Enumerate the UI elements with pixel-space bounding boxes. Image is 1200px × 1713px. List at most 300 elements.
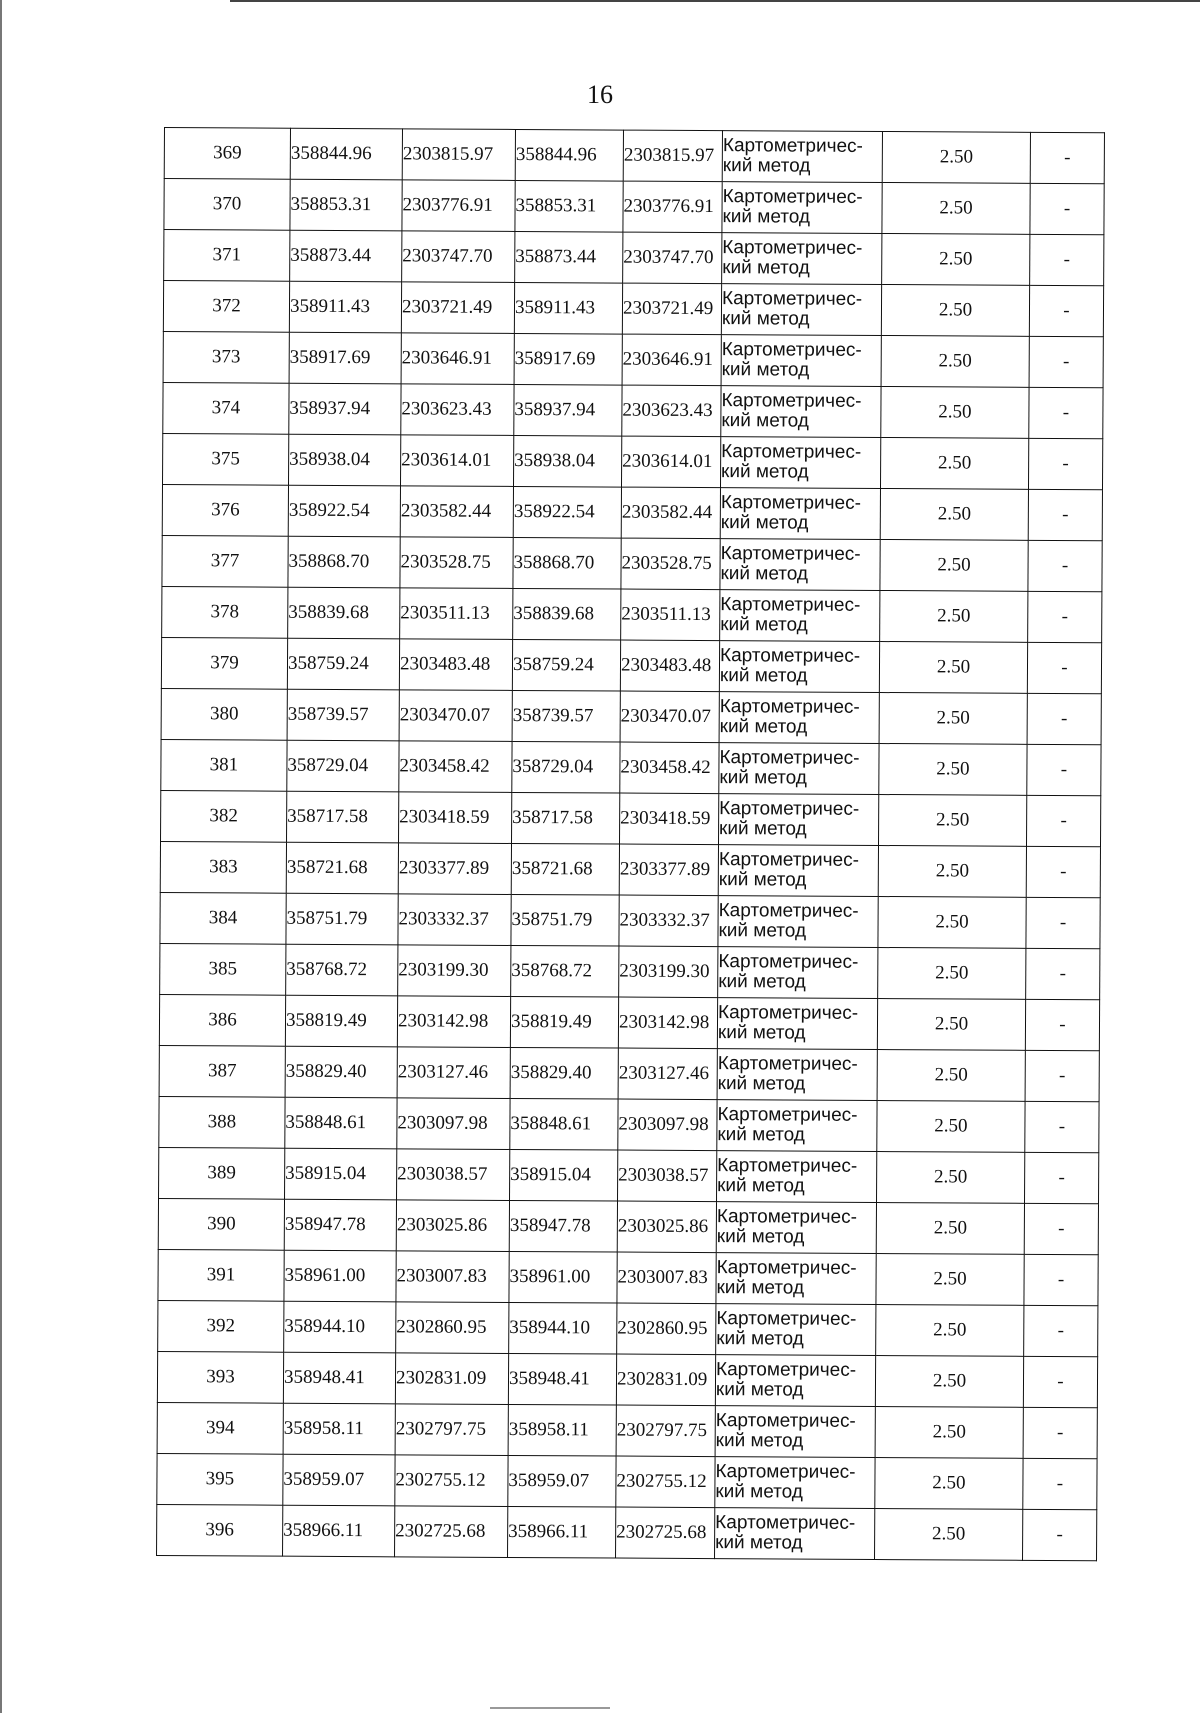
x-new-cell: 358729.04 (512, 741, 620, 793)
x-new-cell: 358938.04 (513, 435, 621, 487)
table-row (161, 688, 1101, 744)
method-cell (719, 794, 879, 846)
x-new-cell: 358958.11 (508, 1404, 616, 1456)
y-new-cell: 2303614.01 (621, 436, 720, 488)
note-cell: - (1024, 1254, 1098, 1305)
accuracy-cell: 2.50 (875, 1406, 1023, 1458)
y-new-cell: 2303458.42 (620, 742, 719, 794)
method-line-1: Картометричес- (717, 1104, 858, 1126)
table-row (157, 1402, 1097, 1458)
note-cell: - (1029, 285, 1103, 336)
method-cell (715, 1508, 875, 1560)
method-line-2: кий метод (721, 359, 810, 381)
point-number-cell: 371 (164, 230, 290, 282)
y-existing-cell: 2303142.98 (397, 996, 510, 1048)
table-row (159, 1147, 1099, 1203)
x-existing-cell: 358938.04 (289, 434, 401, 486)
table-row (157, 1504, 1097, 1560)
method-line-1: Картометричес- (722, 135, 863, 157)
y-new-cell: 2302860.95 (617, 1303, 716, 1355)
accuracy-cell: 2.50 (876, 1202, 1024, 1254)
note-cell: - (1024, 1203, 1098, 1254)
accuracy-cell: 2.50 (875, 1457, 1023, 1509)
accuracy-cell: 2.50 (882, 132, 1030, 184)
y-existing-cell: 2303470.07 (399, 690, 512, 742)
x-existing-cell: 358911.43 (289, 281, 401, 333)
y-new-cell: 2302831.09 (616, 1354, 715, 1406)
method-line-2: кий метод (716, 1277, 805, 1299)
y-existing-cell: 2303097.98 (397, 1098, 510, 1150)
y-new-cell: 2303377.89 (619, 844, 718, 896)
y-new-cell: 2303815.97 (623, 130, 722, 182)
table-row (163, 433, 1103, 489)
method-line-2: кий метод (721, 461, 809, 483)
y-new-cell: 2302725.68 (616, 1507, 715, 1559)
note-cell: - (1028, 438, 1102, 489)
method-line-2: кий метод (720, 614, 808, 636)
point-number-cell: 382 (161, 790, 287, 842)
method-line-2: кий метод (719, 716, 808, 738)
y-existing-cell: 2303038.57 (397, 1149, 510, 1201)
note-cell: - (1023, 1509, 1097, 1560)
x-new-cell: 358819.49 (510, 996, 618, 1048)
y-existing-cell: 2302755.12 (395, 1455, 508, 1507)
y-new-cell: 2303470.07 (620, 691, 719, 743)
x-existing-cell: 358717.58 (287, 791, 399, 843)
accuracy-cell: 2.50 (879, 744, 1027, 796)
method-line-1: Картометричес- (718, 951, 859, 973)
x-existing-cell: 358944.10 (284, 1301, 396, 1353)
point-number-cell: 374 (163, 382, 289, 434)
coordinates-table (156, 127, 1105, 1561)
x-new-cell: 358839.68 (513, 588, 621, 640)
method-cell (721, 335, 881, 387)
y-existing-cell: 2302860.95 (396, 1302, 509, 1354)
note-cell: - (1030, 183, 1104, 234)
point-number-cell: 393 (157, 1351, 283, 1403)
accuracy-cell: 2.50 (882, 183, 1030, 235)
point-number-cell: 372 (163, 281, 289, 333)
method-cell (717, 1100, 877, 1152)
method-line-1: Картометричес- (715, 1461, 856, 1483)
y-new-cell: 2302797.75 (616, 1405, 715, 1457)
table-row (162, 484, 1102, 540)
method-line-1: Картометричес- (716, 1206, 857, 1228)
x-existing-cell: 358729.04 (287, 740, 399, 792)
method-cell (718, 947, 878, 999)
accuracy-cell: 2.50 (876, 1304, 1024, 1356)
x-new-cell: 358759.24 (512, 639, 620, 691)
point-number-cell: 380 (161, 688, 287, 740)
x-existing-cell: 358839.68 (288, 587, 400, 639)
table-row (164, 230, 1104, 286)
point-number-cell: 369 (164, 128, 290, 180)
method-line-2: кий метод (717, 1022, 806, 1044)
note-cell: - (1026, 897, 1100, 948)
x-existing-cell: 358961.00 (284, 1250, 396, 1302)
table-row (158, 1198, 1098, 1254)
accuracy-cell: 2.50 (875, 1355, 1023, 1407)
table-row (163, 331, 1103, 387)
accuracy-cell: 2.50 (876, 1253, 1024, 1305)
method-line-1: Картометричес- (721, 441, 862, 463)
method-cell (721, 386, 881, 438)
point-number-cell: 394 (157, 1402, 283, 1454)
table-row (162, 586, 1102, 642)
x-existing-cell: 358844.96 (290, 128, 402, 180)
note-cell: - (1023, 1356, 1097, 1407)
note-cell: - (1025, 1152, 1099, 1203)
method-cell (715, 1406, 875, 1458)
accuracy-cell: 2.50 (877, 1049, 1025, 1101)
accuracy-cell: 2.50 (880, 540, 1028, 592)
x-existing-cell: 358958.11 (283, 1403, 395, 1455)
method-line-2: кий метод (717, 1124, 805, 1146)
point-number-cell: 370 (164, 179, 290, 231)
y-existing-cell: 2302831.09 (395, 1353, 508, 1405)
y-existing-cell: 2303199.30 (398, 945, 511, 997)
table-row (161, 637, 1101, 693)
x-existing-cell: 358947.78 (284, 1199, 396, 1251)
accuracy-cell: 2.50 (877, 1151, 1025, 1203)
y-existing-cell: 2303511.13 (400, 588, 513, 640)
method-cell (719, 743, 879, 795)
y-new-cell: 2303025.86 (617, 1201, 716, 1253)
table-row (159, 1045, 1099, 1101)
y-existing-cell: 2303127.46 (397, 1047, 510, 1099)
x-existing-cell: 358966.11 (283, 1505, 395, 1557)
y-new-cell: 2303747.70 (623, 232, 722, 284)
method-line-1: Картометричес- (719, 798, 860, 820)
x-new-cell: 358717.58 (512, 792, 620, 844)
method-line-1: Картометричес- (720, 492, 861, 514)
method-line-2: кий метод (715, 1532, 803, 1554)
y-existing-cell: 2303747.70 (402, 231, 515, 283)
y-new-cell: 2303776.91 (623, 181, 722, 233)
point-number-cell: 395 (157, 1453, 283, 1505)
accuracy-cell: 2.50 (878, 897, 1026, 949)
x-existing-cell: 358917.69 (289, 332, 401, 384)
x-existing-cell: 358937.94 (289, 383, 401, 435)
y-existing-cell: 2303721.49 (401, 282, 514, 334)
table-row (162, 535, 1102, 591)
method-cell (722, 131, 882, 183)
x-new-cell: 358768.72 (511, 945, 619, 997)
y-existing-cell: 2303646.91 (401, 333, 514, 385)
y-new-cell: 2303007.83 (617, 1252, 716, 1304)
method-line-2: кий метод (722, 155, 811, 177)
table-row (158, 1249, 1098, 1305)
x-new-cell: 358937.94 (514, 384, 622, 436)
table-row (160, 943, 1100, 999)
note-cell: - (1026, 846, 1100, 897)
x-new-cell: 358844.96 (515, 129, 623, 181)
accuracy-cell: 2.50 (875, 1508, 1023, 1560)
method-cell (715, 1457, 875, 1509)
note-cell: - (1027, 693, 1101, 744)
note-cell: - (1025, 999, 1099, 1050)
method-line-1: Картометричес- (721, 288, 863, 310)
x-existing-cell: 358922.54 (288, 485, 400, 537)
note-cell: - (1024, 1305, 1098, 1356)
accuracy-cell: 2.50 (880, 489, 1028, 541)
method-cell (717, 998, 877, 1050)
point-number-cell: 379 (161, 637, 287, 689)
note-cell: - (1027, 744, 1101, 795)
point-number-cell: 392 (158, 1300, 284, 1352)
method-line-2: кий метод (719, 818, 807, 840)
method-line-1: Картометричес- (717, 1053, 858, 1075)
x-new-cell: 358915.04 (510, 1149, 618, 1201)
method-line-1: Картометричес- (716, 1359, 857, 1381)
method-line-1: Картометричес- (721, 339, 862, 361)
y-new-cell: 2302755.12 (616, 1456, 715, 1508)
method-line-2: кий метод (722, 257, 810, 279)
x-new-cell: 358922.54 (513, 486, 621, 538)
x-existing-cell: 358751.79 (286, 893, 398, 945)
x-new-cell: 358848.61 (510, 1098, 618, 1150)
note-cell: - (1027, 642, 1101, 693)
table-row (161, 739, 1101, 795)
table-body (157, 128, 1105, 1561)
x-new-cell: 358721.68 (511, 843, 619, 895)
y-new-cell: 2303623.43 (622, 385, 721, 437)
y-existing-cell: 2303528.75 (400, 537, 513, 589)
method-cell (722, 182, 882, 234)
method-line-2: кий метод (722, 206, 811, 228)
y-existing-cell: 2303623.43 (401, 384, 514, 436)
note-cell: - (1030, 132, 1104, 183)
note-cell: - (1029, 387, 1103, 438)
accuracy-cell: 2.50 (877, 1100, 1025, 1152)
note-cell: - (1028, 540, 1102, 591)
note-cell: - (1030, 234, 1104, 285)
y-existing-cell: 2303332.37 (398, 894, 511, 946)
y-existing-cell: 2303418.59 (399, 792, 512, 844)
x-existing-cell: 358915.04 (285, 1148, 397, 1200)
method-line-2: кий метод (719, 767, 807, 789)
method-cell (716, 1202, 876, 1254)
x-new-cell: 358751.79 (511, 894, 619, 946)
method-line-2: кий метод (717, 1073, 806, 1095)
accuracy-cell: 2.50 (880, 591, 1028, 643)
note-cell: - (1023, 1458, 1097, 1509)
point-number-cell: 386 (159, 994, 285, 1046)
method-cell (718, 845, 878, 897)
y-new-cell: 2303511.13 (621, 589, 720, 641)
y-new-cell: 2303721.49 (622, 283, 721, 335)
y-existing-cell: 2303025.86 (396, 1200, 509, 1252)
note-cell: - (1025, 1101, 1099, 1152)
y-existing-cell: 2303815.97 (402, 129, 515, 181)
method-cell (720, 590, 880, 642)
x-new-cell: 358829.40 (510, 1047, 618, 1099)
method-line-1: Картометричес- (716, 1308, 857, 1330)
point-number-cell: 373 (163, 331, 289, 383)
method-line-2: кий метод (715, 1379, 804, 1401)
accuracy-cell: 2.50 (881, 387, 1029, 439)
scan-left-edge (0, 0, 2, 1713)
accuracy-cell: 2.50 (880, 438, 1028, 490)
scan-bottom-edge (490, 1707, 610, 1709)
y-existing-cell: 2302797.75 (395, 1404, 508, 1456)
x-new-cell: 358873.44 (515, 231, 623, 283)
method-line-2: кий метод (716, 1328, 804, 1350)
table-row (163, 281, 1103, 337)
table-row (163, 382, 1103, 438)
y-new-cell: 2303332.37 (619, 895, 718, 947)
x-new-cell: 358739.57 (512, 690, 620, 742)
method-line-2: кий метод (718, 920, 807, 942)
method-line-2: кий метод (716, 1226, 805, 1248)
accuracy-cell: 2.50 (882, 234, 1030, 286)
method-cell (716, 1304, 876, 1356)
note-cell: - (1025, 1050, 1099, 1101)
scan-top-edge (230, 0, 1200, 2)
y-new-cell: 2303142.98 (618, 997, 717, 1049)
method-cell (717, 1049, 877, 1101)
y-existing-cell: 2303458.42 (399, 741, 512, 793)
method-line-1: Картометричес- (719, 645, 861, 667)
accuracy-cell: 2.50 (877, 998, 1025, 1050)
table-row (159, 994, 1099, 1050)
y-existing-cell: 2303007.83 (396, 1251, 509, 1303)
accuracy-cell: 2.50 (879, 642, 1027, 694)
page-number: 16 (587, 80, 613, 109)
method-cell (720, 437, 880, 489)
x-new-cell: 358961.00 (509, 1251, 617, 1303)
y-new-cell: 2303483.48 (620, 640, 719, 692)
method-line-2: кий метод (718, 971, 806, 993)
x-new-cell: 358947.78 (509, 1200, 617, 1252)
y-existing-cell: 2303776.91 (402, 180, 515, 232)
point-number-cell: 378 (162, 586, 288, 638)
table-row (157, 1351, 1097, 1407)
method-line-2: кий метод (721, 308, 810, 330)
y-existing-cell: 2303483.48 (399, 639, 512, 691)
table-row (158, 1300, 1098, 1356)
method-line-2: кий метод (719, 665, 808, 687)
y-new-cell: 2303127.46 (618, 1048, 717, 1100)
method-cell (720, 488, 880, 540)
y-new-cell: 2303038.57 (618, 1150, 717, 1202)
x-existing-cell: 358853.31 (290, 179, 402, 231)
table-row (160, 892, 1100, 948)
point-number-cell: 389 (159, 1147, 285, 1199)
method-line-2: кий метод (715, 1430, 804, 1452)
method-line-2: кий метод (715, 1481, 803, 1503)
y-new-cell: 2303418.59 (620, 793, 719, 845)
point-number-cell: 385 (160, 943, 286, 995)
method-cell (717, 1151, 877, 1203)
method-cell (722, 233, 882, 285)
method-line-1: Картометричес- (717, 1155, 858, 1177)
point-number-cell: 377 (162, 535, 288, 587)
point-number-cell: 391 (158, 1249, 284, 1301)
point-number-cell: 390 (158, 1198, 284, 1250)
method-line-1: Картометричес- (721, 390, 862, 412)
note-cell: - (1029, 336, 1103, 387)
accuracy-cell: 2.50 (878, 795, 1026, 847)
y-new-cell: 2303582.44 (621, 487, 720, 539)
x-existing-cell: 358948.41 (283, 1352, 395, 1404)
x-new-cell: 358868.70 (513, 537, 621, 589)
y-new-cell: 2303646.91 (622, 334, 721, 386)
method-cell (719, 641, 879, 693)
x-new-cell: 358966.11 (508, 1506, 616, 1558)
table-row (164, 179, 1104, 235)
x-existing-cell: 358759.24 (287, 638, 399, 690)
method-cell (720, 539, 880, 591)
method-line-1: Картометричес- (722, 186, 863, 208)
method-line-1: Картометричес- (719, 747, 860, 769)
method-line-1: Картометричес- (715, 1512, 856, 1534)
method-line-2: кий метод (718, 869, 807, 891)
method-line-1: Картометричес- (718, 900, 859, 922)
y-existing-cell: 2302725.68 (395, 1506, 508, 1558)
y-new-cell: 2303097.98 (618, 1099, 717, 1151)
accuracy-cell: 2.50 (881, 336, 1029, 388)
method-line-2: кий метод (721, 410, 809, 432)
table-row (164, 128, 1104, 184)
method-line-1: Картометричес- (720, 594, 861, 616)
x-existing-cell: 358819.49 (285, 995, 397, 1047)
x-new-cell: 358959.07 (508, 1455, 616, 1507)
y-new-cell: 2303528.75 (621, 538, 720, 590)
x-new-cell: 358948.41 (508, 1353, 616, 1405)
table-row (160, 841, 1100, 897)
method-line-1: Картометричес- (718, 1002, 859, 1024)
y-new-cell: 2303199.30 (619, 946, 718, 998)
x-existing-cell: 358721.68 (286, 842, 398, 894)
method-line-1: Картометричес- (719, 696, 860, 718)
method-cell (716, 1253, 876, 1305)
point-number-cell: 384 (160, 892, 286, 944)
note-cell: - (1026, 795, 1100, 846)
y-existing-cell: 2303377.89 (398, 843, 511, 895)
accuracy-cell: 2.50 (878, 948, 1026, 1000)
x-new-cell: 358911.43 (514, 282, 622, 334)
note-cell: - (1026, 948, 1100, 999)
x-existing-cell: 358868.70 (288, 536, 400, 588)
note-cell: - (1028, 591, 1102, 642)
x-existing-cell: 358829.40 (285, 1046, 397, 1098)
table-row (157, 1453, 1097, 1509)
method-line-2: кий метод (720, 512, 809, 534)
x-existing-cell: 358959.07 (283, 1454, 395, 1506)
point-number-cell: 388 (159, 1096, 285, 1148)
point-number-cell: 376 (162, 484, 288, 536)
point-number-cell: 387 (159, 1045, 285, 1097)
point-number-cell: 381 (161, 739, 287, 791)
accuracy-cell: 2.50 (879, 693, 1027, 745)
x-existing-cell: 358739.57 (287, 689, 399, 741)
x-existing-cell: 358768.72 (286, 944, 398, 996)
method-line-1: Картометричес- (722, 237, 863, 259)
x-new-cell: 358853.31 (515, 180, 623, 232)
method-line-1: Картометричес- (715, 1410, 856, 1432)
note-cell: - (1028, 489, 1102, 540)
method-line-1: Картометричес- (718, 849, 859, 871)
method-line-1: Картометричес- (720, 543, 861, 565)
point-number-cell: 375 (163, 433, 289, 485)
x-existing-cell: 358873.44 (290, 230, 402, 282)
x-existing-cell: 358848.61 (285, 1097, 397, 1149)
method-cell (721, 284, 881, 336)
table-row (159, 1096, 1099, 1152)
point-number-cell: 383 (160, 841, 286, 893)
y-existing-cell: 2303614.01 (400, 435, 513, 487)
